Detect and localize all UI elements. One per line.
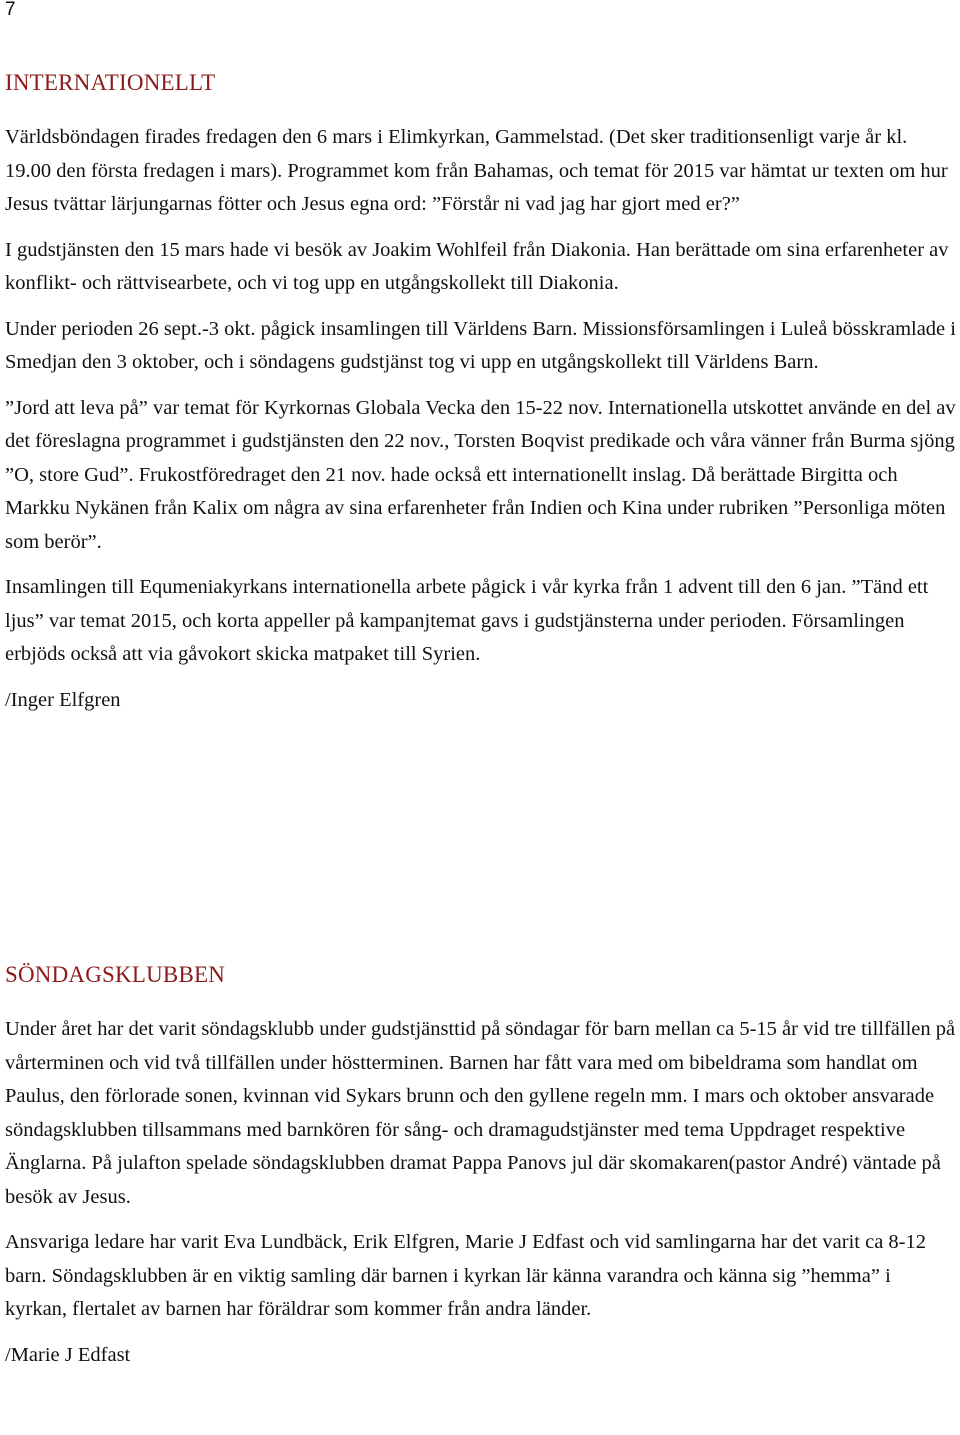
paragraph: I gudstjänsten den 15 mars hade vi besök av Joakim Wohlfeil från Diakonia. Han berättade om sina erfarenheter av konflikt- och rättvisearbete, och vi tog upp en utgångskollekt till Diakonia. — [5, 238, 949, 294]
heading-internationellt: INTERNATIONELLT — [5, 70, 216, 95]
page-number: 7 — [5, 0, 16, 20]
section-internationellt — [5, 121, 956, 717]
paragraph: Under perioden 26 sept.-3 okt. pågick insamlingen till Världens Barn. Missionsförsamlingen i Luleå bösskramlade i Smedjan den 3 oktober, och i söndagens gudstjänst tog vi upp en utgångskollekt till Världens Barn. — [5, 317, 956, 373]
signature: /Inger Elfgren — [5, 688, 121, 711]
paragraph: Insamlingen till Equmeniakyrkans internationella arbete pågick i vår kyrka från 1 advent till den 6 jan. ”Tänd ett ljus” var temat 2015, och korta appeller på kampanjtemat gavs i gudstjänsterna under perioden. Församlingen erbjöds också att via gåvokort skicka matpaket till Syrien. — [5, 576, 929, 665]
paragraph: ”Jord att leva på” var temat för Kyrkornas Globala Vecka den 15-22 nov. Internationella utskottet använde en del av det föreslagna programmet i gudstjänsten den 22 nov., Torsten Boqvist predikade och våra vänner från Burma sjöng ”O, store Gud”. Frukostföredraget den 21 nov. hade också ett internationellt inslag. Då berättade Birgitta och Markku Nykänen från Kalix om några av sina erfarenheter från Indien och Kina under rubriken ”Personliga möten som berör”. — [5, 396, 956, 553]
paragraph: Världsböndagen firades fredagen den 6 mars i Elimkyrkan, Gammelstad. (Det sker traditionsenligt varje år kl. 19.00 den första fredagen i mars). Programmet kom från Bahamas, och temat för 2015 var hämtat ur texten om hur Jesus tvättar lärjungarnas fötter och Jesus egna ord: ”Förstår ni vad jag har gjort med er?” — [5, 126, 948, 215]
heading-sondagsklubben: SÖNDAGSKLUBBEN — [5, 962, 226, 987]
paragraph: Under året har det varit söndagsklubb under gudstjänsttid på söndagar för barn mellan ca 5-15 år vid tre tillfällen på vårterminen och vid två tillfällen under höstterminen. Barnen har fått vara med om bibeldrama som handlat om Paulus, den förlorade sonen, kvinnan vid Sykars brunn och den gyllene regeln mm. I mars och oktober ansvarade söndagsklubben tillsammans med barnkören för sång- och dramagudstjänster med tema Uppdraget respektive Änglarna. På julafton spelade söndagsklubben dramat Pappa Panovs jul där skomakaren(pastor André) väntade på besök av Jesus. — [5, 1018, 956, 1208]
section-sondagsklubben — [5, 1013, 956, 1372]
paragraph: Ansvariga ledare har varit Eva Lundbäck, Erik Elfgren, Marie J Edfast och vid samlingarna har det varit ca 8-12 barn. Söndagsklubben är en viktig samling där barnen i kyrkan lär känna varandra och känna sig ”hemma” i kyrkan, flertalet av barnen har föräldrar som kommer från andra länder. — [5, 1231, 927, 1320]
signature: /Marie J Edfast — [5, 1343, 131, 1366]
